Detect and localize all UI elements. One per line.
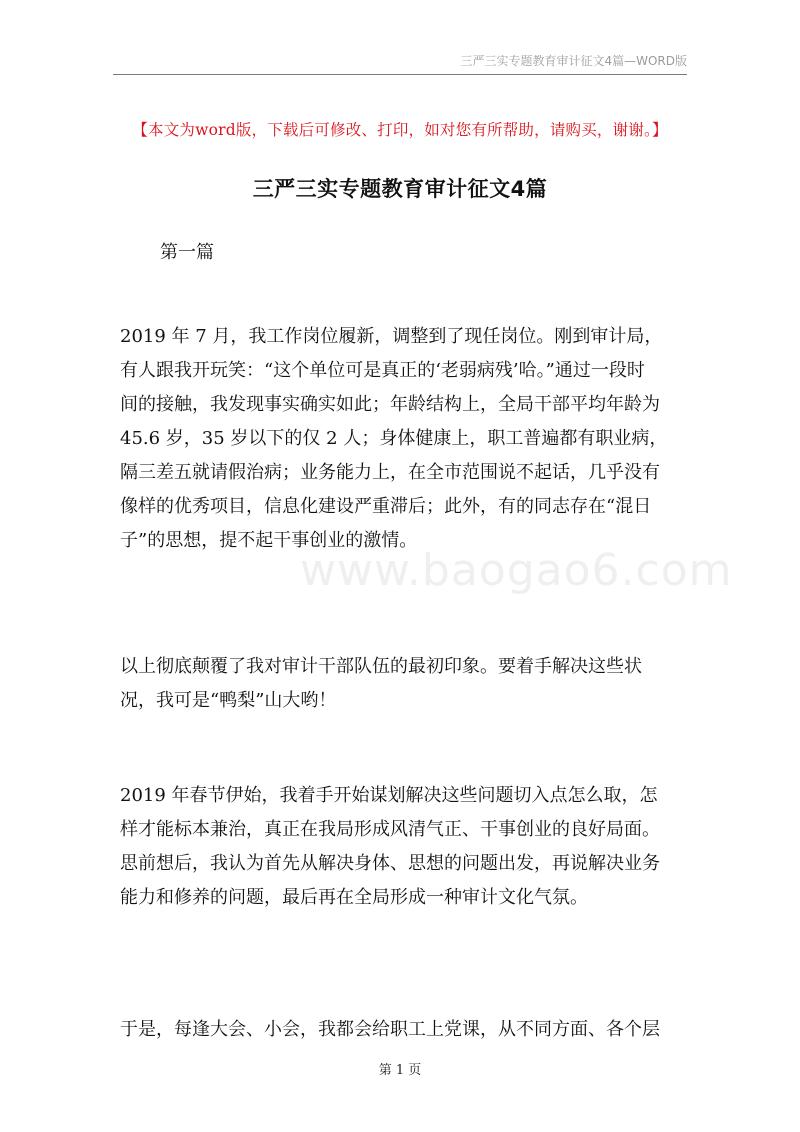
paragraph-line: 能力和修养的问题，最后再在全局形成一种审计文化气氛。 (120, 887, 588, 908)
paragraph-line: 间的接触，我发现事实确实如此；年龄结构上，全局干部平均年龄为 (120, 394, 660, 415)
paragraph-line: 况，我可是“鸭梨”山大哟！ (120, 690, 337, 711)
paragraph-line: 2019 年春节伊始，我着手开始谋划解决这些问题切入点怎么取，怎 (120, 785, 658, 806)
paragraph-line: 像样的优秀项目，信息化建设严重滞后；此外，有的同志存在“混日 (120, 496, 652, 517)
header-divider (113, 74, 687, 75)
paragraph-1 (120, 320, 667, 558)
paragraph-line: 子”的思想，提不起干事创业的激情。 (120, 530, 418, 551)
paragraph-line: 隔三差五就请假治病；业务能力上，在全市范围说不起话，几乎没有 (120, 462, 660, 483)
paragraph-line: 于是，每逢大会、小会，我都会给职工上党课，从不同方面、各个层 (120, 1019, 660, 1040)
paragraph-line: 2019 年 7 月，我工作岗位履新，调整到了现任岗位。刚到审计局， (120, 326, 663, 347)
section-heading: 第一篇 (160, 242, 214, 263)
paragraph-line: 45.6 岁，35 岁以下的仅 2 人；身体健康上，职工普遍都有职业病， (120, 428, 668, 449)
paragraph-4 (120, 1013, 660, 1047)
document-title: 三严三实专题教育审计征文4篇 (252, 177, 548, 201)
paragraph-line: 有人跟我开玩笑：“这个单位可是真正的‘老弱病残’哈。”通过一段时 (120, 360, 645, 381)
paragraph-3 (120, 779, 660, 915)
watermark: www.baogao6.com (300, 545, 733, 596)
paragraph-line: 样才能标本兼治，真正在我局形成风清气正、干事创业的良好局面。 (120, 819, 660, 840)
page-number: 第 1 页 (378, 1063, 422, 1078)
paragraph-line: 以上彻底颠覆了我对审计干部队伍的最初印象。要着手解决这些状 (120, 656, 642, 677)
purchase-notice: 【本文为word版，下载后可修改、打印，如对您有所帮助，请购买，谢谢。】 (132, 121, 668, 139)
paragraph-2 (120, 650, 642, 718)
running-header: 三严三实专题教育审计征文4篇—WORD版 (460, 54, 687, 68)
paragraph-line: 思前想后，我认为首先从解决身体、思想的问题出发，再说解决业务 (120, 853, 660, 874)
